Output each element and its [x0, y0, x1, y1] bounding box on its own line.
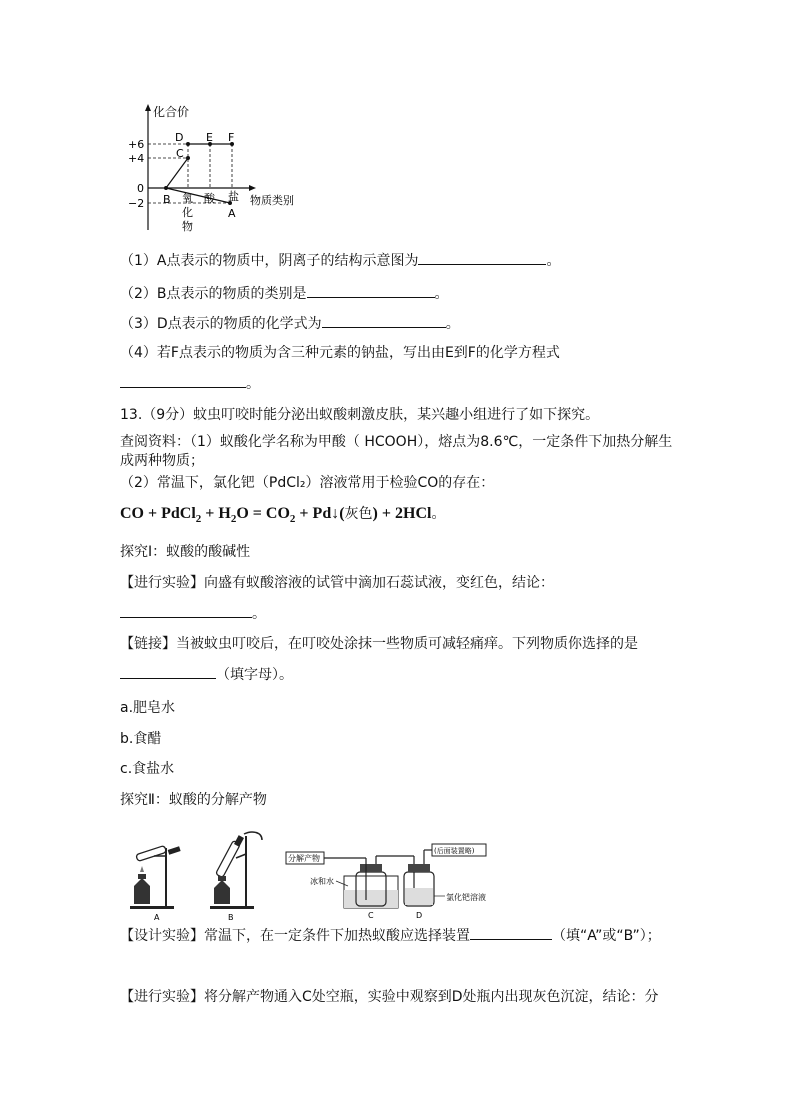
answer-blank-4[interactable]	[120, 373, 246, 388]
answer-blank-5[interactable]	[120, 603, 252, 618]
x-axis-label: 物质类别	[250, 194, 294, 207]
tick-plus4: +4	[128, 152, 145, 165]
apparatus-b	[210, 832, 262, 920]
q12-part2: （2）B点表示的物质的类别是 。	[120, 283, 449, 304]
answer-blank-6[interactable]	[120, 664, 216, 679]
label-d-text: D	[416, 911, 423, 920]
label-d: D	[175, 131, 184, 144]
chemical-equation: CO + PdCl$_2$ + $H_2O = CO_2$ + Pd↓(灰色) + 2HCl。	[120, 505, 446, 526]
label-a-text: A	[154, 913, 160, 920]
later-apparatus-text: (后面装置略)	[434, 847, 475, 855]
answer-blank-2[interactable]	[307, 283, 435, 298]
label-f: F	[228, 131, 235, 144]
pdcl-solution-label: 氯化钯溶液	[446, 893, 486, 902]
category-oxide-1: 氧	[182, 192, 193, 205]
q12-part1: （1）A点表示的物质中，阴离子的结构示意图为 。	[120, 250, 560, 271]
valence-graph	[120, 100, 340, 240]
answer-blank-3[interactable]	[322, 313, 446, 328]
experiment-1-answer: 。	[120, 603, 266, 624]
q12-part3: （3）D点表示的物质的化学式为 。	[120, 313, 460, 334]
products-box-text: 分解产物	[288, 854, 320, 863]
category-salt: 盐	[228, 190, 239, 203]
tick-minus2: −2	[128, 197, 145, 210]
explore-2-title: 探究Ⅱ：蚁酸的分解产物	[120, 792, 267, 808]
design-experiment: 【设计实验】常温下，在一定条件下加热蚁酸应选择装置 （填“A”或“B”）；	[120, 925, 661, 946]
q13-heading: 13.（9分）蚊虫叮咬时能分泌出蚁酸刺激皮肤，某兴趣小组进行了如下探究。	[120, 407, 600, 423]
label-e: E	[206, 131, 213, 144]
ice-water-label: 冰和水	[310, 877, 334, 886]
q12-part4-answer: 。	[120, 373, 260, 394]
label-b: B	[163, 193, 171, 206]
y-axis-arrow	[145, 104, 151, 111]
label-a: A	[228, 207, 236, 220]
category-oxide-2: 化	[182, 206, 193, 219]
apparatus-diagram	[130, 828, 530, 920]
label-c: C	[176, 147, 184, 160]
tick-zero: 0	[137, 182, 144, 195]
answer-blank-1[interactable]	[418, 250, 546, 265]
answer-blank-7[interactable]	[470, 925, 552, 940]
q12-part4: （4）若F点表示的物质为含三种元素的钠盐，写出由E到F的化学方程式	[120, 345, 560, 361]
option-a: a.肥皂水	[120, 700, 176, 716]
point-b	[164, 186, 168, 190]
option-b: b.食醋	[120, 731, 162, 747]
experiment-1: 【进行实验】向盛有蚁酸溶液的试管中滴加石蕊试液，变红色，结论：	[120, 575, 554, 591]
category-oxide-3: 物	[182, 220, 193, 233]
x-axis-arrow	[249, 185, 256, 191]
bottle-d	[404, 850, 434, 920]
q13-info2: （2）常温下，氯化钯（PdCl₂）溶液常用于检验CO的存在：	[120, 475, 495, 491]
category-acid: 酸	[204, 192, 215, 205]
label-b-text: B	[228, 913, 234, 920]
q13-info1b: 成两种物质；	[120, 453, 204, 469]
y-axis-label: 化合价	[153, 105, 190, 119]
explore-1-title: 探究Ⅰ：蚁酸的酸碱性	[120, 544, 251, 560]
label-c-text: C	[368, 911, 374, 920]
apparatus-a	[130, 846, 181, 920]
link-answer: （填字母）。	[120, 664, 293, 685]
tick-plus6: +6	[128, 138, 145, 151]
point-d	[186, 142, 190, 146]
experiment-2: 【进行实验】将分解产物通入C处空瓶，实验中观察到D处瓶内出现灰色沉淀，结论：分	[120, 989, 659, 1005]
option-c: c.食盐水	[120, 761, 175, 777]
link-question: 【链接】当被蚊虫叮咬后，在叮咬处涂抹一些物质可减轻痛痒。下列物质你选择的是	[120, 636, 638, 652]
point-c	[186, 156, 190, 160]
q13-info1a: 查阅资料：（1）蚁酸化学名称为甲酸（ HCOOH），熔点为8.6℃，一定条件下加热分解生	[120, 434, 673, 450]
